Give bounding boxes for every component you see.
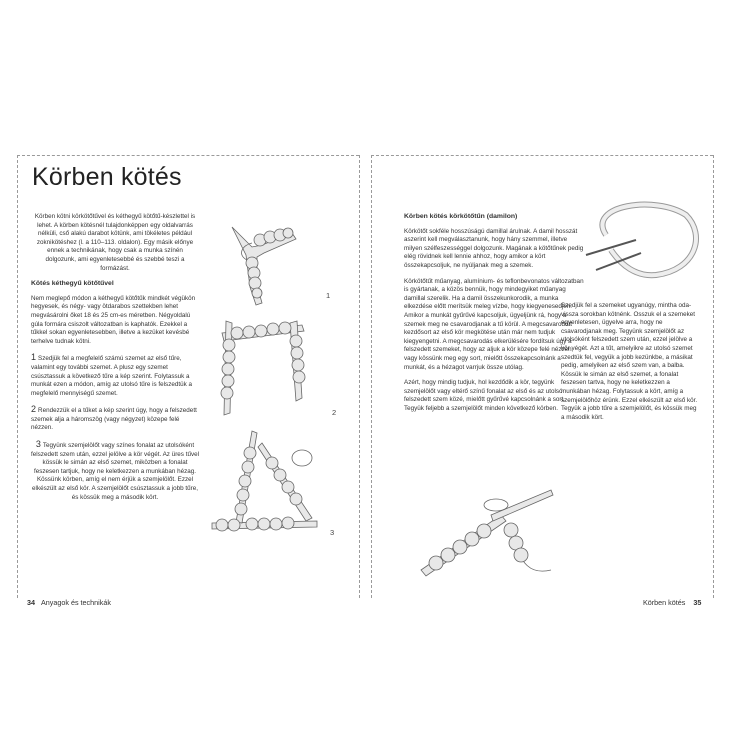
step-3 bbox=[31, 440, 199, 502]
step-text: Tegyünk szemjelölőt vagy színes fonalat az utolsóként felszedett szem után, ezzel jelölve a kör végét. Az üres tűvel kössük le simán az első szemet, miközben a fonalat feszesen tartjuk, hogy ne keletkezzen a munkában hézag. Kössünk körben, amíg el nem érjük a szemjelölőt. Ezzel elkészült az első kör. A szemjelölőt csúsztassuk a jobb tűre, és kössük meg a második kört. bbox=[31, 442, 200, 501]
footer-text: Körben kötés bbox=[643, 598, 686, 607]
intro-text: Körben kötni körkötőtűvel és kéthegyű kötőtű-készlettel is lehet. A körben kötésnél tulajdonképpen egy oldalvarrás nélküli, cső alakú darabot kötünk, ami tökéletes például zoknikötéshez (l. a 110–113. oldalon). Egy másik előnye ennek a technikának, hogy csak a munka színén dolgozunk, ami egyenletesebbé és szebbé teszi a formázást. bbox=[34, 213, 196, 272]
page-number: 34 bbox=[27, 598, 35, 607]
left-border bbox=[17, 155, 18, 598]
right-page bbox=[371, 155, 713, 610]
figure-number-2: 2 bbox=[332, 408, 337, 417]
left-border bbox=[371, 155, 372, 598]
step-text: Szedjük fel a megfelelő számú szemet az első tűre, valamint egy további szemet. A plusz egy szemet csúsztassuk a következő tűre a kép szerint. Folytassuk a munkát ezen a módon, amíg az utolsó tűre is felszedtük a megfelelő mennyiségű szemet. bbox=[31, 355, 193, 397]
page-number: 35 bbox=[693, 598, 702, 607]
figure-number-1: 1 bbox=[326, 291, 331, 300]
step-number: 2 bbox=[31, 404, 37, 415]
left-column bbox=[31, 213, 199, 509]
step-text: Rendezzük el a tűket a kép szerint úgy, hogy a felszedett szemek alja a háromszög (vagy négyzet) közepe felé nézzen. bbox=[31, 407, 197, 432]
left-footer bbox=[27, 598, 111, 607]
page-title: Körben kötés bbox=[32, 163, 182, 191]
right-footer bbox=[643, 598, 701, 607]
section-text: Nem meglepő módon a kéthegyű kötőtűk mindkét végükön hegyesek, és négy- vagy ötdarabos szettekben lehet megvásárolni őket 18 és 25 cm-es méretben. Négyoldalú gúla formára csiszolt változatban is kaphatók. Ezekkel a tűkkel sokan egyenletesebben, illetve a kezüket kevésbé terhelve tudnak kötni. bbox=[31, 294, 196, 345]
step-1 bbox=[31, 353, 199, 398]
section-heading: Kötés kéthegyű kötőtűvel bbox=[31, 280, 114, 288]
right-column bbox=[404, 213, 584, 420]
right-border bbox=[713, 155, 714, 598]
knitting-needles-start-illustration bbox=[202, 215, 332, 310]
top-border bbox=[371, 155, 713, 156]
circular-needle-closeup-illustration bbox=[411, 475, 561, 585]
paragraph-1: Körkötőt sokféle hosszúságú damillal árulnak. A damil hosszát aszerint kell megválasztanunk, hogy hány szemmel, illetve milyen szélfeszességgel dolgozunk. Magának a kötőtűnek pedig elég rövidnek kell lennie ahhoz, hogy amikor a kört összekapcsoljuk, ne nyúljanak meg a szemek. bbox=[404, 227, 584, 269]
paragraph-2: Körkötőtűt műanyag, alumínium- és teflonbevonatos változatban is gyártanak, a közös bennük, hogy mindegyiket műanyag damillal szerelik. Ha a damil összekunkorodik, a munka elkezdése előtt merítsük meleg vízbe, hogy kiegyenesedjen. Amikor a munkát gyűrűvé kapcsoljuk, ügyeljünk rá, hogy a szemek meg ne csavarodjanak a tű körül. A megcsavarodott kezdősort az első kör megkötése után már nem tudjuk kiegyengetni. A megcsavarodás elkerülésére fordítsuk úgy a felszedett szemeket, hogy az aljuk a kör közepe felé nézzen, vagy kössünk meg egy sort, mielőtt összekapcsolnánk a munkát, és a hézagot varrjuk össze utólag. bbox=[404, 277, 584, 371]
side-column bbox=[561, 302, 701, 429]
step-number: 3 bbox=[35, 439, 41, 450]
step-number: 1 bbox=[31, 352, 37, 363]
triangle-needles-illustration bbox=[202, 423, 342, 543]
left-page bbox=[17, 155, 359, 610]
section-heading: Körben kötés körkötőtűn (damilon) bbox=[404, 213, 518, 220]
top-border bbox=[17, 155, 359, 156]
circular-needle-illustration bbox=[566, 195, 706, 295]
side-text: Szedjük fel a szemeket ugyanúgy, mintha oda-vissza sorokban kötnénk. Osszuk el a szemeket egyenletesen, ügyelve arra, hogy ne csavarodjanak meg. Tegyünk szemjelölőt az utolsóként felszedett szem után, ezzel jelölve a kör végét. Azt a tűt, amelyikre az utolsó szemet szedtük fel, vegyük a jobb kezünkbe, a másikat pedig, amelyiken az első szem van, a balba. Kössük le simán az első szemet, a fonalat feszesen tartva, hogy ne keletkezzen a munkában hézag. Folytassuk a kört, amíg a szemjelölőhöz érünk. Ezzel elkészült az első kör. Tegyük a jobb tűre a szemjelölőt, és kössük meg a második kört. bbox=[561, 302, 698, 421]
step-2 bbox=[31, 405, 199, 433]
paragraph-3: Azért, hogy mindig tudjuk, hol kezdődik a kör, tegyünk szemjelölőt vagy eltérő színű fonalat az első és az utolsó felszedett szem közé, mielőtt gyűrűvé kapcsolnánk a sort. Tegyük feljebb a szemjelölőt minden következő körben. bbox=[404, 379, 565, 412]
right-border bbox=[359, 155, 360, 598]
double-pointed-needles-illustration bbox=[202, 313, 342, 423]
figure-number-3: 3 bbox=[330, 528, 335, 537]
footer-text: Anyagok és technikák bbox=[41, 598, 111, 607]
